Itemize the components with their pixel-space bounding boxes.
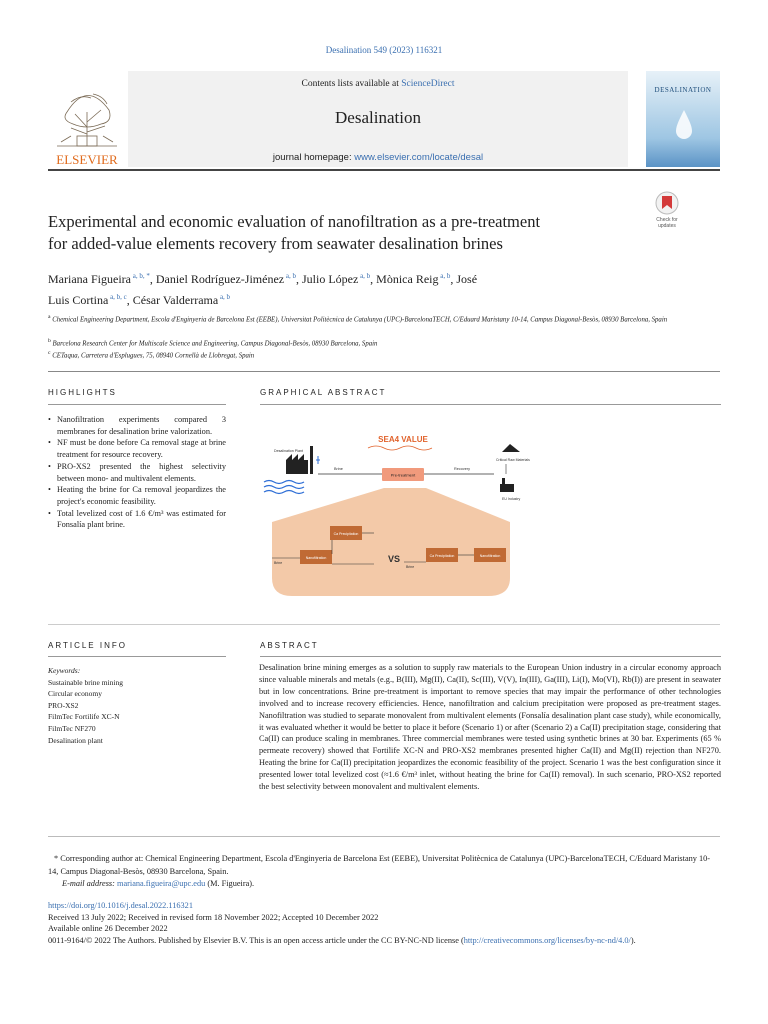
author-affiliation-marks[interactable]: a, b, c bbox=[108, 293, 127, 301]
article-info-rule bbox=[48, 656, 226, 657]
abstract-rule bbox=[260, 656, 721, 657]
keyword-item: PRO-XS2 bbox=[48, 700, 79, 710]
journal-name: Desalination bbox=[335, 108, 421, 127]
author-name: Mariana Figueira bbox=[48, 272, 131, 286]
cover-title: DESALINATION bbox=[654, 86, 712, 94]
svg-text:Check for: Check for bbox=[656, 217, 678, 223]
keywords-block bbox=[48, 665, 123, 746]
abstract-bottom-divider bbox=[48, 836, 720, 837]
graphical-abstract-figure[interactable] bbox=[258, 430, 530, 602]
publication-info bbox=[48, 900, 720, 947]
abstract-text: Desalination brine mining emerges as a solution to supply raw materials to the European Union industry in a circular economy approach since valuable minerals and metals (e.g., B(III), Mg(II), Ca(II), Sc(III), V(V), In(III), Ga(III), Li(I), Mo(VI), Rb(I)) are present in seawater but in low concentrations. Brine pre-treatment is important to remove species that may impair the performance of other technologies involved and to increase recovery efficiencies. Hence, nanofiltration and calcium precipitation were proposed as pre-treatment stages. Nanofiltration was studied to separate monovalent from multivalent elements (Fonsalía desalination plant case study), while economically, it was evaluated whether it would be better to place it before (Scenario 1) or after (Scenario 2) a Ca(II) precipitation stage, considering that Ca(II) can produce scaling in membranes. Three commercial membranes were tested using synthetic brines at 30 bar. Experiments (65 % permeate recovery) showed that Fortilife XC-N and PRO-XS2 membranes presented higher Ca(II) and Mg(II) rejection than NF270. Heating the brine for Ca(II) precipitation jeopardizes the economic feasibility of the project. Scenario 1 was the best configuration since it presented lower total levelized cost (≈1.6 €/m³ inlet, without heating the brine for Ca(II) removal). In such scenario, PRO-XS2 reported the best selectivity between monovalent and multivalent elements. bbox=[259, 663, 721, 792]
svg-text:updates: updates bbox=[658, 223, 676, 229]
industry-label: EU Industry bbox=[502, 497, 521, 501]
affiliation-mark: a bbox=[48, 314, 51, 320]
graphical-bottom-divider bbox=[48, 624, 720, 625]
affiliation-a bbox=[48, 312, 668, 325]
keyword-item: Sustainable brine mining bbox=[48, 677, 123, 687]
homepage-prefix: journal homepage: bbox=[272, 152, 355, 163]
brine-label: Brine bbox=[334, 467, 343, 471]
affiliation-text: Barcelona Research Center for Multiscale Science and Engineering, Campus Diagonal-Besòs, 08930 Barcelona, Spain bbox=[50, 340, 378, 348]
author-name: Mònica Reig bbox=[376, 272, 439, 286]
homepage-line bbox=[128, 152, 628, 163]
corresponding-text: * Corresponding author at: Chemical Engineering Department, Escola d'Enginyeria de Barcelona Est (EEBE), Universitat Politècnica de Catalunya (UPC)-BarcelonaTECH, C/Eduard Maristany 10-14, Campus Diagonal-Besòs, 08930 Barcelona, Spain. bbox=[48, 854, 711, 876]
industry-icon bbox=[500, 478, 514, 492]
author-name: Daniel Rodríguez-Jiménez bbox=[155, 272, 285, 286]
article-info-heading: ARTICLE INFO bbox=[48, 641, 127, 650]
homepage-link[interactable]: www.elsevier.com/locate/desal bbox=[354, 152, 484, 163]
highlights-list bbox=[48, 414, 226, 531]
doi-link[interactable]: https://doi.org/10.1016/j.desal.2022.116321 bbox=[48, 901, 193, 910]
pretreatment-label: Pre-treatment bbox=[390, 472, 416, 478]
highlight-item: • Heating the brine for Ca removal jeopardizes the project's economic feasibility. bbox=[48, 484, 226, 507]
check-for-updates-badge[interactable] bbox=[649, 190, 685, 230]
sea4value-logo: SEA4 VALUE bbox=[378, 435, 428, 444]
abstract-heading: ABSTRACT bbox=[260, 641, 319, 650]
scenario2-brine-label: Brine bbox=[406, 565, 415, 569]
author-affiliation-marks[interactable]: a, b bbox=[218, 293, 231, 301]
online-date: Available online 26 December 2022 bbox=[48, 924, 168, 934]
scenario1-ca-label: Ca Precipitation bbox=[333, 532, 359, 536]
keyword-item: FilmTec NF270 bbox=[48, 723, 96, 733]
license-text: 0011-9164/© 2022 The Authors. Published by Elsevier B.V. This is an open access article under the CC BY-NC-ND license ( bbox=[48, 936, 464, 946]
elsevier-wordmark: ELSEVIER bbox=[56, 152, 118, 167]
author-separator: , bbox=[126, 293, 133, 307]
drop-marker bbox=[316, 456, 320, 464]
graphical-abstract-heading: GRAPHICAL ABSTRACT bbox=[260, 388, 387, 397]
author-name: César Valderrama bbox=[132, 293, 219, 307]
keywords-label: Keywords: bbox=[48, 666, 81, 675]
author-affiliation-marks[interactable]: a, b bbox=[284, 272, 296, 280]
raw-materials-icon bbox=[502, 444, 520, 452]
scenario2-nf-label: Nanofiltration bbox=[479, 554, 501, 558]
journal-reference[interactable]: Desalination 549 (2023) 116321 bbox=[325, 45, 443, 55]
affiliation-mark: c bbox=[48, 350, 51, 356]
highlights-heading: HIGHLIGHTS bbox=[48, 388, 117, 397]
affiliation-text: Chemical Engineering Department, Escola d'Enginyeria de Barcelona Est (EEBE), Universitat Politècnica de Catalunya (UPC)-BarcelonaTECH, C/Eduard Maristany 10-14, Campus Diagonal-Besòs, 08930 Barcelona, Spain bbox=[50, 316, 668, 324]
author-name: Luis Cortina bbox=[48, 293, 109, 307]
affiliation-mark: b bbox=[48, 338, 51, 344]
email-label: E-mail address: bbox=[62, 879, 117, 888]
keyword-item: Desalination plant bbox=[48, 735, 103, 745]
keyword-item: FilmTec Fortilife XC-N bbox=[48, 712, 120, 722]
received-dates: Received 13 July 2022; Received in revised form 18 November 2022; Accepted 10 December 2022 bbox=[48, 912, 379, 922]
author-separator: , bbox=[370, 272, 377, 286]
affiliation-c bbox=[48, 348, 668, 361]
contents-prefix: Contents lists available at bbox=[301, 79, 402, 89]
sciencedirect-link[interactable]: ScienceDirect bbox=[401, 79, 455, 89]
plant-label: Desalination Plant bbox=[274, 449, 303, 453]
license-link[interactable]: http://creativecommons.org/licenses/by-nc-nd/4.0/ bbox=[463, 936, 631, 946]
elsevier-logo bbox=[47, 72, 127, 168]
process-fan-shape bbox=[272, 488, 510, 596]
author-separator: , bbox=[149, 272, 156, 286]
keyword-item: Circular economy bbox=[48, 689, 102, 699]
email-link[interactable]: mariana.figueira@upc.edu bbox=[117, 879, 206, 888]
affiliation-text: CETaqua, Carretera d'Esplugues, 75, 08940 Cornellà de Llobregat, Spain bbox=[50, 352, 255, 360]
scenario1-nf-label: Nanofiltration bbox=[305, 556, 327, 560]
contents-line bbox=[128, 79, 628, 89]
author-list bbox=[48, 267, 688, 309]
author-affiliation-marks[interactable]: a, b bbox=[438, 272, 451, 280]
corresponding-footnote bbox=[48, 853, 720, 891]
author-separator: , José bbox=[450, 272, 478, 286]
license-end: ). bbox=[630, 936, 636, 946]
title-line-1: Experimental and economic evaluation of nanofiltration as a pre-treatment bbox=[48, 212, 541, 231]
author-affiliation-marks[interactable]: a, b, * bbox=[130, 272, 150, 280]
highlight-item: • Total levelized cost of 1.6 €/m³ was estimated for Fonsalía plant brine. bbox=[48, 508, 226, 531]
recovery-label: Recovery bbox=[454, 467, 471, 471]
water-drop-icon bbox=[673, 108, 695, 142]
header-divider bbox=[48, 169, 720, 171]
water-icon bbox=[264, 481, 304, 494]
highlight-item: • PRO-XS2 presented the highest selectivity between mono- and multivalent elements. bbox=[48, 461, 226, 484]
highlights-rule bbox=[48, 404, 226, 405]
scenario1-brine-label: Brine bbox=[274, 561, 283, 565]
graphical-rule bbox=[260, 404, 721, 405]
scenario2-ca-label: Ca Precipitation bbox=[429, 554, 455, 558]
versus-label: VS bbox=[387, 554, 401, 564]
author-name: Julio López bbox=[301, 272, 359, 286]
author-separator: , bbox=[295, 272, 302, 286]
email-suffix: (M. Figueira). bbox=[205, 879, 255, 888]
article-title bbox=[48, 211, 648, 255]
highlight-item: • Nanofiltration experiments compared 3 membranes for desalination brine valorization. bbox=[48, 414, 226, 437]
title-line-2: for added-value elements recovery from seawater desalination brines bbox=[48, 234, 503, 253]
license-statement bbox=[48, 935, 720, 947]
affiliation-divider bbox=[48, 371, 720, 372]
author-affiliation-marks[interactable]: a, b bbox=[358, 272, 371, 280]
keywords-list bbox=[48, 677, 123, 747]
highlight-item: • NF must be done before Ca removal stage at brine treatment for resource recovery. bbox=[48, 437, 226, 460]
crm-label: Critical Raw Materials bbox=[496, 458, 530, 462]
